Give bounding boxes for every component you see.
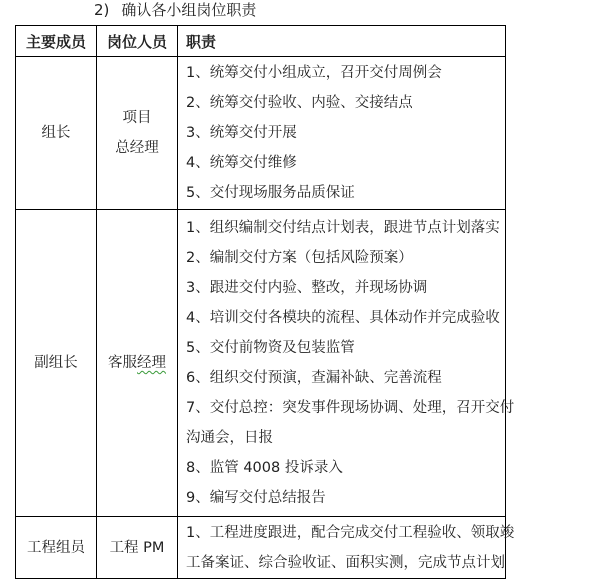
member-cell: 副组长 xyxy=(16,210,97,517)
duty-item: 4、培训交付各模块的流程、具体动作并完成验收 xyxy=(186,310,500,326)
duties-cell xyxy=(178,210,515,517)
duties-cell xyxy=(178,57,506,210)
duty-item: 3、统筹交付开展 xyxy=(186,125,297,141)
position-cell xyxy=(97,210,178,517)
header-member: 主要成员 xyxy=(16,26,97,57)
duty-item: 5、交付现场服务品质保证 xyxy=(186,185,355,201)
duty-item: 2、统筹交付验收、内验、交接结点 xyxy=(186,95,413,111)
header-duties: 职责 xyxy=(178,26,506,57)
section-heading xyxy=(94,0,256,20)
position-cell: 工程 PM xyxy=(97,517,178,579)
duties-cell xyxy=(178,517,515,579)
duty-item: 1、统筹交付小组成立，召开交付周例会 xyxy=(186,65,442,81)
position-line: 项目 xyxy=(122,110,152,126)
duty-item: 1、组织编制交付结点计划表，跟进节点计划落实 xyxy=(186,220,500,236)
duty-item: 9、编写交付总结报告 xyxy=(186,490,326,506)
duty-item: 6、组织交付预演，查漏补缺、完善流程 xyxy=(186,370,442,386)
table-row xyxy=(16,517,506,579)
position-line: 总经理 xyxy=(115,140,159,156)
header-position: 岗位人员 xyxy=(97,26,178,57)
position-text: 客服 xyxy=(108,355,137,371)
duty-item: 1、工程进度跟进，配合完成交付工程验收、领取竣 xyxy=(186,524,515,541)
duty-item: 7、交付总控：突发事件现场协调、处理，召开交付 xyxy=(186,400,515,416)
duty-item: 3、跟进交付内验、整改，并现场协调 xyxy=(186,280,428,296)
duty-item: 5、交付前物资及包装监管 xyxy=(186,340,355,356)
position-cell xyxy=(97,57,178,210)
duty-item: 2、编制交付方案（包括风险预案） xyxy=(186,250,413,266)
duty-item-continuation: 沟通会，日报 xyxy=(186,430,273,446)
heading-text: 确认各小组岗位职责 xyxy=(121,1,257,19)
responsibility-table xyxy=(15,25,515,579)
member-cell: 组长 xyxy=(16,57,97,210)
spellcheck-underlined-text: 经理 xyxy=(137,355,166,371)
header-row xyxy=(16,26,506,57)
duty-item-continuation: 工备案证、综合验收证、面积实测，完成节点计划 xyxy=(186,554,505,571)
table-row xyxy=(16,57,506,210)
duty-item: 8、监管 4008 投诉录入 xyxy=(186,460,343,476)
duty-item: 4、统筹交付维修 xyxy=(186,155,297,171)
table-row xyxy=(16,210,506,517)
heading-number: 2) xyxy=(94,1,110,19)
member-cell: 工程组员 xyxy=(16,517,97,579)
